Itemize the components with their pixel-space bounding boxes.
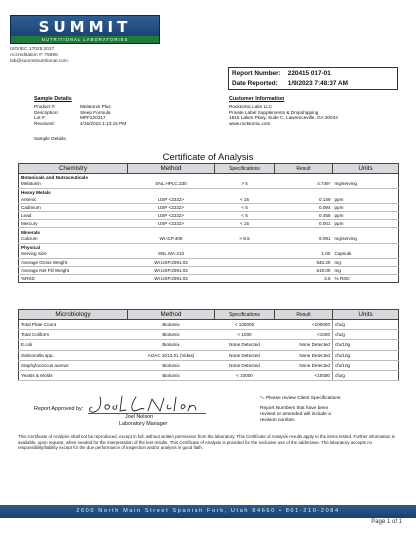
customer-information <box>229 96 338 126</box>
approved-by-label: Report Approved by: <box>34 406 84 412</box>
specification <box>215 275 275 283</box>
units: cfu/10g <box>333 350 399 360</box>
method: SNL.MA.210 <box>128 250 215 258</box>
sample-details-note: Sample Details: <box>34 136 67 141</box>
table-row <box>19 360 399 370</box>
chemistry-table <box>18 163 399 283</box>
lab-email[interactable]: lab@summitnutritional.com <box>10 59 68 65</box>
method: USP <2232> <box>128 212 215 220</box>
analyte: Calcium <box>19 235 128 243</box>
units: ppm <box>333 212 399 220</box>
report-date-label: Date Reported: <box>232 80 278 87</box>
result: 0.149 <box>275 195 333 203</box>
result: 0.001 <box>275 220 333 228</box>
table-row <box>19 320 399 330</box>
sample-details <box>34 96 126 126</box>
result: <100000 <box>275 320 333 330</box>
client-spec-note: *= Please review Client Specifications <box>260 396 341 401</box>
specification: < 10000 <box>215 370 275 380</box>
method: WI.USP.2091.02 <box>128 267 215 275</box>
group-row <box>19 228 399 235</box>
method: Biolumix <box>128 340 215 350</box>
chemistry-header-row <box>19 164 399 174</box>
units: ppm <box>333 203 399 211</box>
group-label: Physical <box>21 244 41 250</box>
units: mg <box>333 258 399 266</box>
result: 519.00 <box>275 267 333 275</box>
revision-note-line: revision number. <box>260 418 296 423</box>
specification: < 15 <box>215 220 275 228</box>
method: WI.USP.2091.02 <box>154 276 188 282</box>
sample-detail-row <box>34 121 126 127</box>
specification: < 1000 <box>215 330 275 340</box>
specification: None Detected <box>215 350 275 360</box>
table-row <box>19 275 399 283</box>
analyte: E.coli <box>19 340 128 350</box>
customer-tagline: Private Label Supplements & Dropshipping <box>229 109 319 115</box>
col-header-specifications: Specifications <box>215 310 275 320</box>
col-header-units: Units <box>333 164 399 174</box>
analyte: Total Plate Count <box>19 320 128 330</box>
table-row <box>19 212 399 220</box>
col-header-method: Method <box>128 310 215 320</box>
revision-note <box>260 406 331 424</box>
table-row <box>19 370 399 380</box>
revision-note-line: Report Numbers that have been <box>260 406 329 411</box>
table-row <box>19 195 399 203</box>
analyte: Serving Size <box>19 250 128 258</box>
group-row <box>19 243 399 250</box>
customer-info-title: Customer Information <box>229 96 285 102</box>
sample-detail-value: Melatonin Plus <box>80 104 111 109</box>
report-number-row <box>232 70 331 77</box>
logo-subtitle: NUTRITIONAL LABORATORIES <box>11 36 159 43</box>
specification: > 8.5 <box>215 235 275 243</box>
table-row <box>19 330 399 340</box>
result: 0.094 <box>275 203 333 211</box>
table-row <box>19 220 399 228</box>
approver-name: Joel Nelson <box>125 414 154 420</box>
analyte: %RSD <box>21 276 35 282</box>
report-number: 220415 017-01 <box>287 70 331 77</box>
units: cfu/10g <box>333 360 399 370</box>
analyte: Melatonin <box>19 180 128 188</box>
analyte: Staphylococcus aureus <box>19 360 128 370</box>
sample-detail-key: Lot #: <box>34 115 46 121</box>
method: Biolumix <box>128 360 215 370</box>
table-row <box>19 180 399 188</box>
sample-detail-value: Sleep Formula <box>80 109 111 115</box>
result: <1000 <box>275 330 333 340</box>
customer-name: Rocktomic Labs LLC <box>229 104 273 109</box>
units: mg <box>333 267 399 275</box>
table-row <box>19 258 399 266</box>
method: USP <2232> <box>128 195 215 203</box>
microbiology-header-row <box>19 310 399 320</box>
specification <box>215 258 275 266</box>
col-header-units: Units <box>333 310 399 320</box>
units: mg/serving <box>333 235 399 243</box>
units: ppm <box>333 195 399 203</box>
result: 1.00 <box>275 250 333 258</box>
group-label: Minerals <box>21 229 41 235</box>
method: Biolumix <box>128 330 215 340</box>
customer-address: 1815 Lakes Pkwy, Suite C, Lawrenceville, GA 30043 <box>229 115 338 121</box>
sample-details-title: Sample Details <box>34 96 72 102</box>
microbiology-table <box>18 309 399 381</box>
method: Biolumix <box>128 320 215 330</box>
result: 0.458 <box>275 212 333 220</box>
method: WI.ICP.409 <box>128 235 215 243</box>
col-header-specifications: Specifications <box>215 164 275 174</box>
units: ppm <box>333 220 399 228</box>
table-row <box>19 235 399 243</box>
footer-address: 2600 North Main Street Spanish Fork, Utah 84660 • 801-210-2084 <box>0 505 416 518</box>
method: AOAC 2013.01 (Vidas) <box>128 350 215 360</box>
analyte: Mercury <box>19 220 128 228</box>
units: cfu/g <box>333 330 399 340</box>
table-row <box>19 250 399 258</box>
analyte: Salmonella spp. <box>19 350 128 360</box>
col-header-result: Result <box>275 164 333 174</box>
result: 9.091 <box>275 235 333 243</box>
units: mg/serving <box>333 180 399 188</box>
specification: < 15 <box>215 195 275 203</box>
sample-detail-value: MPF220317 <box>80 115 106 121</box>
specification <box>215 267 275 275</box>
method: Biolumix <box>128 370 215 380</box>
units: Capsule <box>333 250 399 258</box>
specification <box>215 250 275 258</box>
units: cfu/10g <box>333 340 399 350</box>
analyte: Average Net Fill Weight <box>19 267 128 275</box>
logo-wordmark: SUMMIT <box>38 18 132 36</box>
units: cfu/g <box>333 320 399 330</box>
group-label: Heavy Metals <box>21 189 51 195</box>
result: 3.5 <box>324 276 331 282</box>
sample-detail-value: 4/15/2022 1:13:15 PM <box>80 120 127 126</box>
disclaimer: This Certificate of Analysis shall not be reproduced, except in full, without written permission from the laboratory. This Certificate of Analysis results apply to the items tested. Further information is available, upon request, when needed for the interpretation of the test results. This Certificate of Analysis is provided for the exclusive use of the addressee. The laboratory accepts no responsibility/liability except for the due performance of inspection and/or analysis in good faith. <box>18 434 395 451</box>
report-date: 1/9/2023 7:48:37 AM <box>287 80 348 87</box>
report-info-box <box>228 67 398 90</box>
table-row <box>19 203 399 211</box>
method: WI.USP.2091.02 <box>128 258 215 266</box>
specification: None Detected <box>215 340 275 350</box>
approver-title: Laboratory Manager <box>119 421 168 427</box>
result: 4.746* <box>275 180 333 188</box>
result: <10000 <box>275 370 333 380</box>
page-number: Page 1 of 1 <box>371 519 402 525</box>
col-header-microbiology: Microbiology <box>19 310 128 320</box>
specification: < 5 <box>215 212 275 220</box>
method: USP <2232> <box>128 203 215 211</box>
col-header-method: Method <box>128 164 215 174</box>
units: cfu/g <box>333 370 399 380</box>
col-header-chemistry: Chemistry <box>19 164 128 174</box>
report-date-row <box>232 80 348 87</box>
analyte: Total Coliform <box>19 330 128 340</box>
accreditation-info <box>10 47 68 66</box>
result: None Detected <box>275 360 333 370</box>
specification: > 5 <box>215 180 275 188</box>
revision-note-line: revised or amended will include a <box>260 412 331 417</box>
group-row <box>19 188 399 195</box>
sample-detail-key: Description: <box>34 109 59 115</box>
customer-website[interactable]: www.rocktomic.com <box>229 120 271 126</box>
result: None Detected <box>275 350 333 360</box>
sample-detail-key: Product #: <box>34 104 56 109</box>
accreditation-line: ISO/IEC 17025:2017 <box>10 47 55 52</box>
certificate-title: Certificate of Analysis <box>162 152 254 163</box>
result: 646.20 <box>275 258 333 266</box>
table-row <box>19 350 399 360</box>
result: None Detected <box>275 340 333 350</box>
analyte: Average Gross Weight <box>19 258 128 266</box>
table-row <box>19 340 399 350</box>
analyte: Cadmium <box>19 203 128 211</box>
analyte: Arsenic <box>19 195 128 203</box>
table-row <box>19 267 399 275</box>
summit-logo <box>10 15 160 44</box>
sample-detail-key: Received: <box>34 120 55 126</box>
group-label: Botanicals and Nutraceuticals <box>21 175 88 180</box>
report-number-label: Report Number: <box>232 70 281 77</box>
specification: < 100000 <box>215 320 275 330</box>
specification: < 5 <box>215 203 275 211</box>
specification: None Detected <box>215 360 275 370</box>
analyte: Lead <box>19 212 128 220</box>
units: % RSD <box>334 276 350 282</box>
method: SNL.HPLC.330 <box>128 180 215 188</box>
analyte: Yeasts & Molds <box>19 370 128 380</box>
method: USP <2232> <box>128 220 215 228</box>
accreditation-line: Accreditation #: 75696 <box>10 53 58 59</box>
col-header-result: Result <box>275 310 333 320</box>
